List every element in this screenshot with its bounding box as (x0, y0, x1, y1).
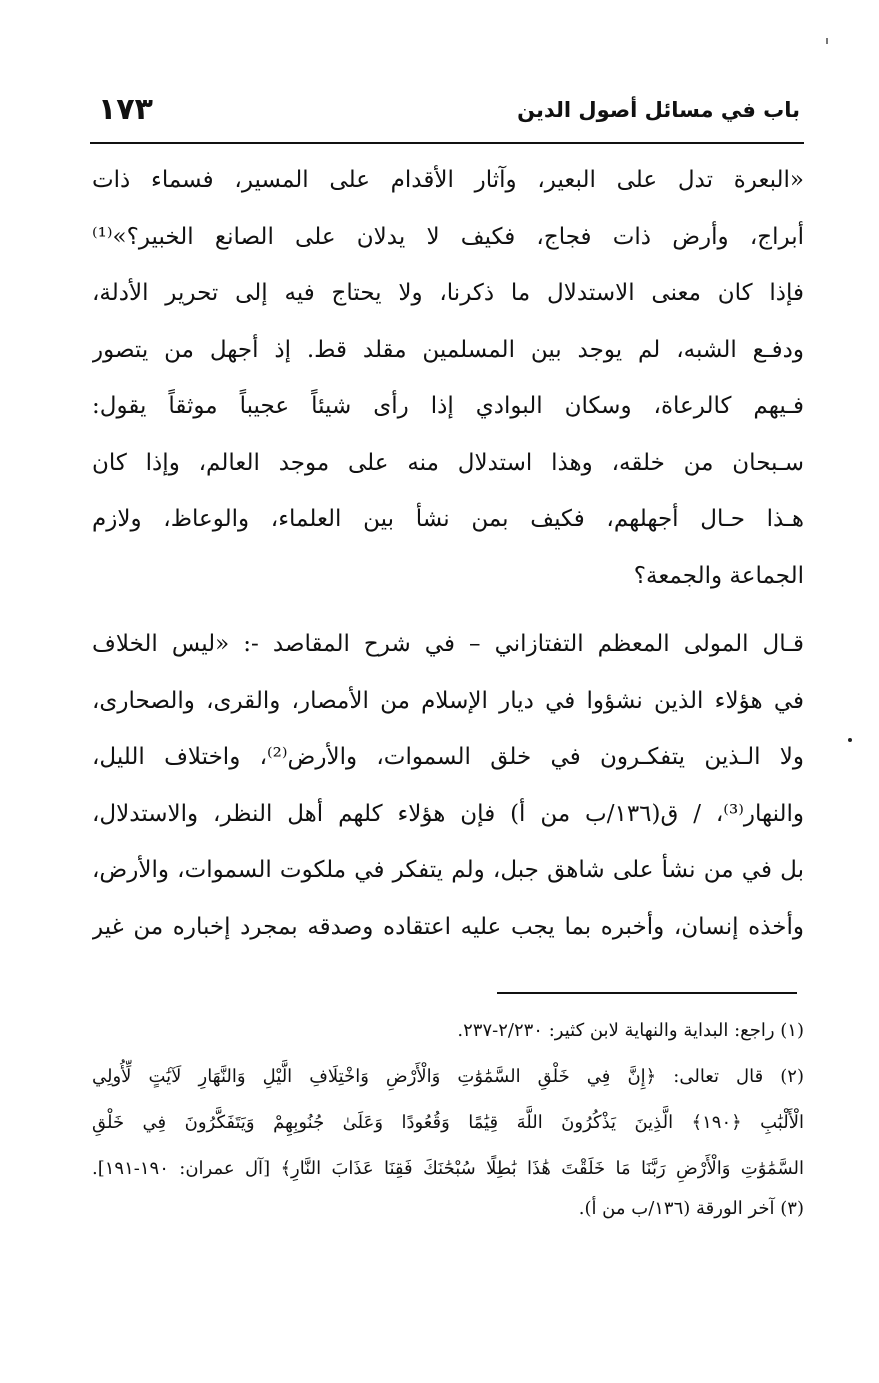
footnote-2-line: الْأَلْبَٰبِ ﴿١٩٠﴾ الَّذِينَ يَذْكُرُونَ اللَّهَ قِيَٰمًا وَقُعُودًا وَعَلَىٰ جُنُوبِهِمْ وَيَتَفَكَّرُونَ فِي خَلْقِ (92, 1112, 804, 1133)
footnote-2-line: (٢) قال تعالى: ﴿إِنَّ فِي خَلْقِ السَّمَٰوَٰتِ وَالْأَرْضِ وَاخْتِلَافِ الَّيْلِ وَالنَّهَارِ لَآيَٰتٍ لِّأُولِي (92, 1066, 804, 1087)
text-line: الجماعة والجمعة؟ (633, 562, 804, 589)
text-line: والنهار⁽³⁾، / ق(١٣٦/ب من أ) فإن هؤلاء كلهم أهل النظر، والاستدلال، (92, 800, 804, 827)
header-rule (90, 142, 804, 144)
footnote-rule (497, 992, 797, 994)
scan-mark (826, 38, 828, 44)
text-line: أبراج، وأرض ذات فجاج، فكيف لا يدلان على الصانع الخبير؟»⁽¹⁾ (92, 223, 804, 250)
footnote-2-line: السَّمَٰوَٰتِ وَالْأَرْضِ رَبَّنَا مَا خَلَقْتَ هَٰذَا بَٰطِلًا سُبْحَٰنَكَ فَقِنَا عَذَابَ النَّارِ﴾ [آل عمران: ١٩٠-١٩١]. (92, 1158, 804, 1179)
running-title: باب في مسائل أصول الدين (517, 98, 800, 122)
text-line: وأخذه إنسان، وأخبره بما يجب عليه اعتقاده وصدقه بمجرد إخباره من غير (92, 913, 804, 940)
margin-dot (848, 738, 852, 742)
text-line: ولا الـذين يتفكـرون في خلق السموات، والأرض⁽²⁾، واختلاف الليل، (92, 744, 804, 770)
page-header (92, 92, 804, 142)
text-line: هـذا حـال أجهلهم، فكيف بمن نشأ بين العلماء، والوعاظ، ولازم (92, 506, 804, 532)
footnotes (92, 1008, 804, 1226)
paragraph-gap (92, 604, 804, 616)
footnote-3: (٣) آخر الورقة (١٣٦/ب من أ). (578, 1198, 804, 1219)
main-text (92, 152, 804, 955)
text-line: قـال المولى المعظم التفتازاني – في شرح المقاصد -: «ليس الخلاف (92, 631, 804, 657)
text-line: بل في من نشأ على شاهق جبل، ولم يتفكر في ملكوت السموات، والأرض، (92, 857, 804, 883)
text-line: ودفـع الشبه، لم يوجد بين المسلمين مقلد قط. إذ أجهل من يتصور (92, 336, 804, 363)
text-line: فـيهم كالرعاة، وسكان البوادي إذا رأى شيئاً عجيباً موثقاً يقول: (92, 393, 804, 419)
text-line: «البعرة تدل على البعير، وآثار الأقدام على المسير، فسماء ذات (92, 167, 804, 193)
page-number: ١٧٣ (98, 92, 153, 127)
text-line: في هؤلاء الذين نشؤوا في ديار الإسلام من الأمصار، والقرى، والصحارى، (92, 687, 804, 714)
text-line: فإذا كان معنى الاستدلال ما ذكرنا، ولا يحتاج فيه إلى تحرير الأدلة، (92, 280, 804, 306)
text-line: سـبحان من خلقه، وهذا استدلال منه على موجد العالم، وإذا كان (92, 449, 804, 476)
footnote-1: (١) راجع: البداية والنهاية لابن كثير: ٢/٢٣٠-٢٣٧. (457, 1020, 804, 1041)
